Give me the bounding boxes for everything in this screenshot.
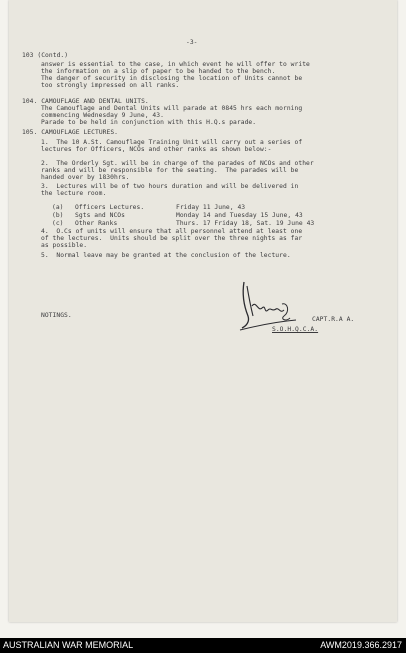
signatory-rank: CAPT.R.A A.: [312, 316, 355, 323]
para-104-line: Parade to be held in conjunction with this H.Q.s parade.: [41, 119, 257, 126]
signatory-office: S.O.H.Q.C.A.: [272, 326, 319, 333]
schedule-date: Thurs. 17 Friday 18, Sat. 19 June 43: [176, 220, 315, 227]
schedule-item: (b) Sgts and NCOs: [52, 212, 125, 219]
para-103-line: the information on a slip of paper to be handed to the bench.: [41, 68, 276, 75]
para-105-closing-line: of the lectures. Units should be split over the three nights as far: [41, 235, 303, 242]
para-103-line: too strongly impressed on all ranks.: [41, 82, 180, 89]
para-105-line: 3. Lectures will be of two hours duration and will be delivered in: [41, 183, 299, 190]
para-105-line: handed over by 1830hrs.: [41, 174, 130, 181]
para-105-line: 1. The 10 A.St. Camouflage Training Unit will carry out a series of: [41, 139, 303, 146]
para-103-heading: 103 (Contd.): [22, 52, 69, 59]
para-104-line: commencing Wednesday 9 June, 43.: [41, 112, 164, 119]
para-103-line: The danger of security in disclosing the location of Units cannot be: [41, 75, 303, 82]
schedule-date: Friday 11 June, 43: [176, 204, 246, 211]
footer-bar: [0, 638, 406, 653]
para-105-line: 2. The Orderly Sgt. will be in charge of the parades of NCOs and other: [41, 160, 314, 167]
para-105-line: ranks and will be responsible for the seating. The parades will be: [41, 167, 299, 174]
para-103-line: answer is essential to the case, in which event he will offer to write: [41, 61, 310, 68]
para-105-closing-line: as possible.: [41, 242, 88, 249]
para-104-line: The Camouflage and Dental Units will parade at 0845 hrs each morning: [41, 105, 303, 112]
para-105-line: the lecture room.: [41, 190, 107, 197]
document-page: [9, 0, 397, 622]
schedule-item: (a) Officers Lectures.: [52, 204, 145, 211]
schedule-item: (c) Other Ranks: [52, 220, 118, 227]
notings-label: NOTINGS.: [41, 312, 72, 319]
para-105-closing-line: 4. O.Cs of units will ensure that all personnel attend at least one: [41, 228, 303, 235]
para-104-heading: 104. CAMOUFLAGE AND DENTAL UNITS.: [22, 98, 149, 105]
footer-accession-number: AWM2019.366.2917: [320, 640, 402, 650]
para-105-closing-line: 5. Normal leave may be granted at the conclusion of the lecture.: [41, 252, 291, 259]
para-105-heading: 105. CAMOUFLAGE LECTURES.: [22, 129, 119, 136]
para-105-line: lectures for Officers, NCOs and other ranks as shown below:-: [41, 146, 272, 153]
page-number: -3-: [186, 39, 198, 46]
schedule-date: Monday 14 and Tuesday 15 June, 43: [176, 212, 303, 219]
footer-institution: AUSTRALIAN WAR MEMORIAL: [3, 640, 134, 650]
